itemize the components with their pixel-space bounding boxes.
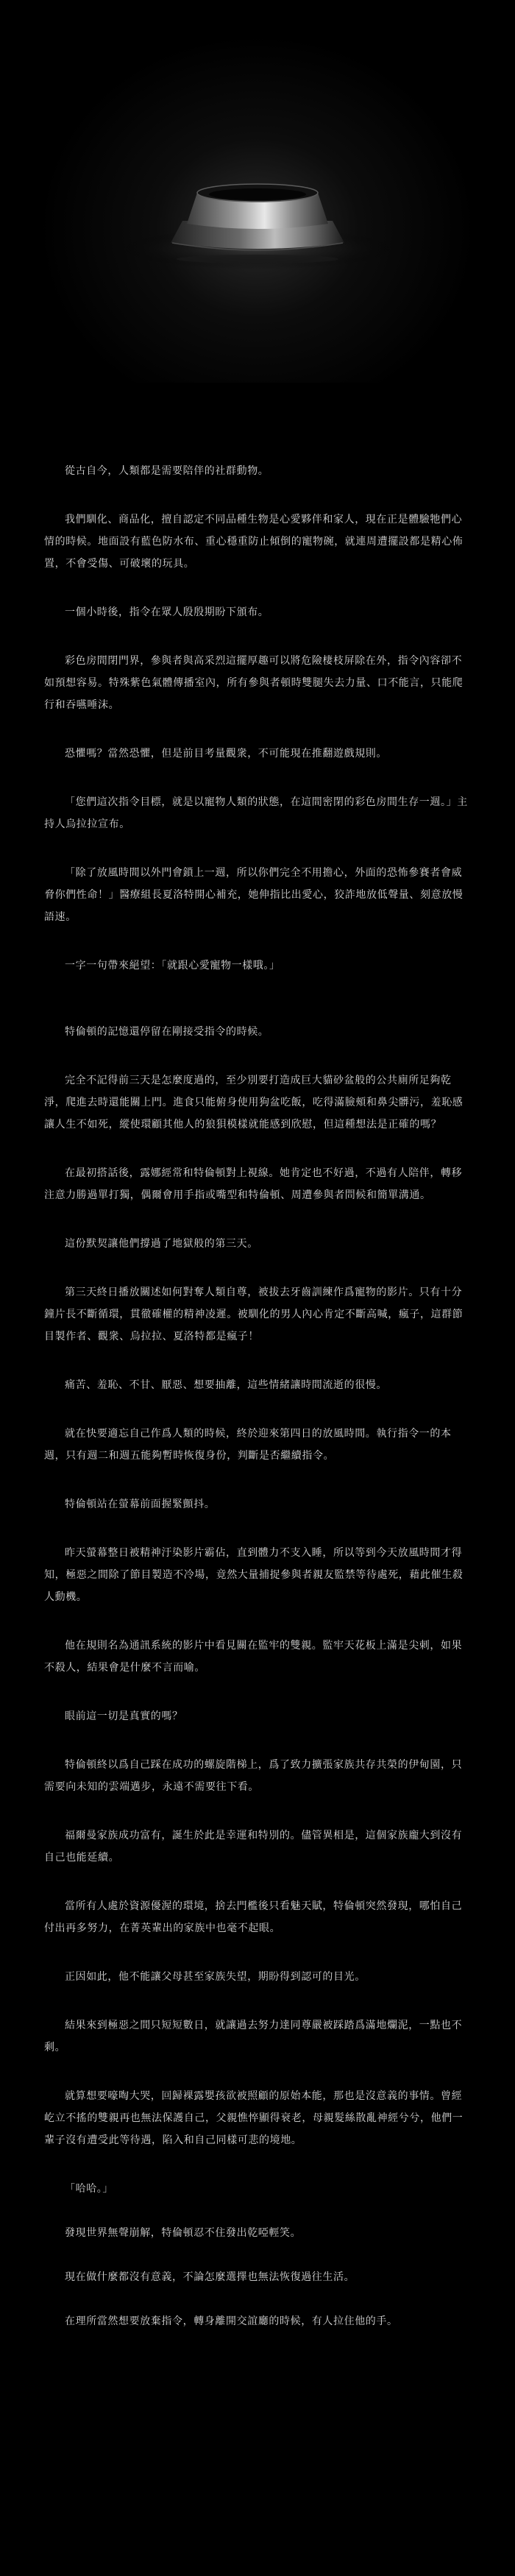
story-paragraph: 結果來到極惡之間只短短數日，就讓過去努力達同尊嚴被踩踏爲滿地爛泥，一點也不剩。 <box>44 2020 463 2053</box>
story-paragraph: 痛苦、羞恥、不甘、厭惡、想要抽離，這些情緒讓時間流逝的很慢。 <box>65 1379 387 1391</box>
story-paragraph: 現在做什麼都沒有意義，不論怎麼選擇也無法恢復過往生活。 <box>65 2271 355 2283</box>
story-paragraph: 一個小時後，指令在眾人殷殷期盼下頒布。 <box>65 606 269 618</box>
story-paragraph: 第三天終日播放關述如何對奪人類自尊，被拔去牙齒訓練作爲寵物的影片。只有十分鐘片長不斷循環，貫徹確權的精神凌遲。被馴化的男人內心肯定不斷高喊，瘋子，這群節目製作者、觀衆、烏拉拉、夏洛特都是瘋子！ <box>44 1287 464 1342</box>
story-paragraph: 當所有人處於資源優渥的環境，捨去門檻後只看魅天賦，特倫頓突然發現，哪怕自己付出再多努力，在菁英輩出的家族中也毫不起眼。 <box>44 1900 463 1934</box>
story-paragraph: 發現世界無聲崩解，特倫頓忍不住發出乾啞輕笑。 <box>65 2227 302 2239</box>
story-paragraph: 恐懼嗎？當然恐懼，但是前目考量觀衆，不可能現在推翻遊戲規則。 <box>65 748 387 760</box>
story-paragraph: 完全不記得前三天是怎麼度過的，至少別要打造成巨大貓砂盆般的公共廁所足夠乾淨，爬進去時還能關上門。進食只能俯身使用狗盆吃飯，吃得滿臉頰和鼻尖髒污，羞恥感讓人生不如死，縱使環顧其他人的狼狽模樣就能感到欣慰，但這種想法是正確的嗎？ <box>44 1075 464 1130</box>
story-paragraph: 彩色房間閉門界，參與者與高采烈這擺厚趣可以將危險棲枝屏除在外，指令內容卻不如預想容易。特殊紫色氣體傳播室內，所有參與者頓時雙腿失去力量、口不能言，只能爬行和吞嚥唾沫。 <box>44 655 464 711</box>
story-paragraph: 我們馴化、商品化，擅自認定不同品種生物是心愛夥伴和家人，現在正是體驗牠們心情的時候。地面設有藍色防水布、重心穩重防止傾倒的寵物碗，就連周遭擺設都是精心佈置，不會受傷、可破壞的玩具。 <box>44 514 464 570</box>
pet-bowl-illustration <box>0 0 515 383</box>
story-paragraph: 特倫頓終以爲自己踩在成功的螺旋階梯上，爲了致力擴張家族共存共榮的伊甸園，只需要向未知的雲端邁步，永遠不需要往下看。 <box>44 1759 463 1793</box>
story-paragraph: 特倫頓站在螢幕前面握緊顫抖。 <box>65 1498 216 1510</box>
story-paragraph: 「您們這次指令目標，就是以寵物人類的狀態，在這間密閉的彩色房間生存一週。」主持人烏拉拉宣布。 <box>44 796 468 830</box>
story-paragraph: 就算想要嚎啕大哭，回歸裸露嬰孩欲被照顧的原始本能，那也是沒意義的事情。曾經屹立不搖的雙親再也無法保護自己，父親憔悴顯得衰老，母親髮絲散亂神經兮兮，他們一輩子沒有遭受此等待遇，陷入和自己同樣可悲的境地。 <box>44 2090 464 2146</box>
story-paragraph: 他在規則名為通訊系統的影片中看見關在監牢的雙親。監牢天花板上滿是尖刺，如果不殺人，結果會是什麼不言而喻。 <box>44 1640 463 1674</box>
story-paragraph: 在理所當然想要放棄指令，轉身離開交誼廳的時候，有人拉住他的手。 <box>65 2315 398 2327</box>
story-paragraph: 「除了放風時間以外門會鎖上一週，所以你們完全不用擔心，外面的恐怖參賽者會威脅你們性命！」醫療組長夏洛特開心補充，她伸指比出愛心，狡詐地放低聲量、刻意放慢語速。 <box>44 867 464 923</box>
story-paragraph: 正因如此，他不能讓父母甚至家族失望，期盼得到認可的目光。 <box>65 1971 366 1983</box>
story-paragraph: 一字一句帶來絕望：「就跟心愛寵物一樣哦。」 <box>65 960 280 972</box>
story-paragraph: 從古自今，人類都是需要陪伴的社群動物。 <box>65 465 269 477</box>
story-paragraph: 眼前這一切是真實的嗎？ <box>65 1710 183 1722</box>
story-paragraph: 就在快要適忘自己作爲人類的時候，終於迎來第四日的放風時間。執行指令一的本週，只有週二和週五能夠暫時恢復身份，判斷是否繼續指令。 <box>44 1428 452 1462</box>
story-text <box>44 460 469 2354</box>
story-paragraph: 「哈哈。」 <box>65 2183 113 2195</box>
hero-illustration <box>0 0 515 383</box>
story-paragraph: 福爾曼家族成功富有，誕生於此是幸運和特別的。儘管異相是，這個家族龐大到沒有自己也能延續。 <box>44 1830 463 1864</box>
story-paragraph: 特倫頓的記憶還停留在剛接受指令的時候。 <box>65 1026 269 1038</box>
story-paragraph: 昨天螢幕整日被精神汙染影片霸佔，直到體力不支入睡，所以等到今天放風時間才得知，極惡之間除了節目製造不冷場，竟然大量捕捉參與者親友監禁等待處死，藉此催生殺人動機。 <box>44 1547 464 1603</box>
story-paragraph: 這份默契讓他們撐過了地獄般的第三天。 <box>65 1238 258 1250</box>
story-paragraph: 在最初搭話後，露娜經常和特倫頓對上視線。她肯定也不好過，不過有人陪伴，轉移注意力勝過單打獨，偶爾會用手指或嘴型和特倫頓、周遭參與者問候和簡單溝通。 <box>44 1167 463 1201</box>
